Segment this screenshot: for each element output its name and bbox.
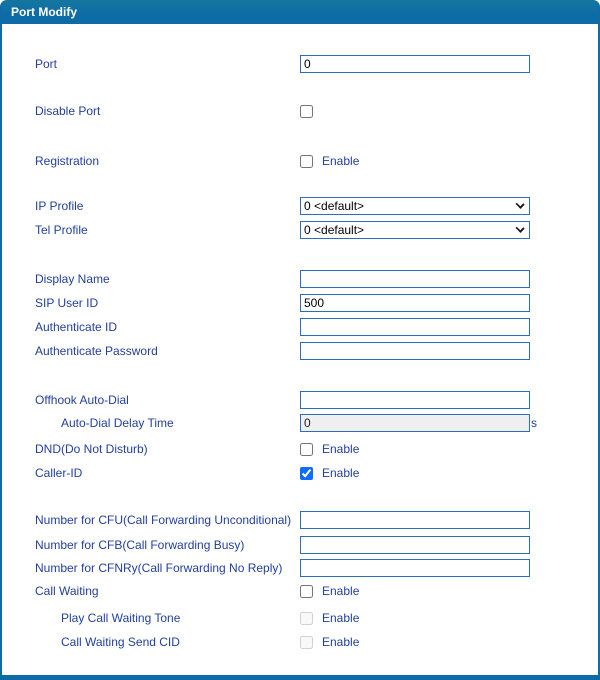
row-registration [2,152,598,170]
disable-port-label: Disable Port [35,104,101,118]
authenticate-password-label: Authenticate Password [35,344,158,358]
cfnry-number-input[interactable] [300,559,530,577]
row-offhook-auto-dial [2,391,598,409]
row-play-call-waiting-tone [2,609,598,627]
seconds-suffix-label: s [531,416,537,430]
row-authenticate-id [2,318,598,336]
call-waiting-send-cid-label: Call Waiting Send CID [61,635,180,649]
call-waiting-label: Call Waiting [35,584,99,598]
caller-id-enable-label: Enable [322,466,360,480]
tel-profile-select[interactable] [300,221,530,239]
row-cfu [2,511,598,529]
row-call-waiting [2,582,598,600]
offhook-auto-dial-label: Offhook Auto-Dial [35,393,129,407]
row-authenticate-password [2,342,598,360]
caller-id-label: Caller-ID [35,466,83,480]
cfnry-label: Number for CFNRy(Call Forwarding No Reply) [35,561,283,575]
row-sip-user-id [2,294,598,312]
registration-label: Registration [35,154,100,168]
row-caller-id [2,464,598,482]
sip-user-id-input[interactable] [300,294,530,312]
port-label: Port [35,57,58,71]
call-waiting-enable-label: Enable [322,584,360,598]
row-ip-profile [2,197,598,215]
call-waiting-send-cid-checkbox [300,636,313,649]
cfu-label: Number for CFU(Call Forwarding Unconditional) [35,513,292,527]
display-name-input[interactable] [300,270,530,288]
row-cfb [2,536,598,554]
offhook-auto-dial-input[interactable] [300,391,530,409]
row-tel-profile [2,221,598,239]
page-title: Port Modify [11,5,77,19]
sip-user-id-label: SIP User ID [35,296,99,310]
ip-profile-label: IP Profile [35,199,84,213]
ip-profile-select[interactable] [300,197,530,215]
authenticate-id-input[interactable] [300,318,530,336]
row-display-name [2,270,598,288]
caller-id-enable-checkbox[interactable] [300,467,313,480]
dnd-label: DND(Do Not Disturb) [35,442,148,456]
cfb-number-input[interactable] [300,536,530,554]
play-call-waiting-tone-enable-label: Enable [322,611,360,625]
row-dnd [2,440,598,458]
dnd-enable-label: Enable [322,442,360,456]
call-waiting-enable-checkbox[interactable] [300,585,313,598]
row-disable-port [2,102,598,120]
row-call-waiting-send-cid [2,633,598,651]
row-auto-dial-delay-time [2,414,598,432]
form-content [2,24,598,675]
row-port [2,55,598,73]
play-call-waiting-tone-checkbox [300,612,313,625]
authenticate-password-input[interactable] [300,342,530,360]
auto-dial-delay-time-label: Auto-Dial Delay Time [61,416,174,430]
display-name-label: Display Name [35,272,110,286]
registration-enable-checkbox[interactable] [300,155,313,168]
tel-profile-label: Tel Profile [35,223,88,237]
dnd-enable-checkbox[interactable] [300,443,313,456]
cfu-number-input[interactable] [300,511,530,529]
play-call-waiting-tone-label: Play Call Waiting Tone [61,611,181,625]
disable-port-checkbox[interactable] [300,105,313,118]
call-waiting-send-cid-enable-label: Enable [322,635,360,649]
port-input[interactable] [300,55,530,73]
registration-enable-label: Enable [322,154,360,168]
row-cfnry [2,559,598,577]
auto-dial-delay-time-input [300,414,530,432]
panel-header [2,0,598,24]
authenticate-id-label: Authenticate ID [35,320,118,334]
cfb-label: Number for CFB(Call Forwarding Busy) [35,538,245,552]
